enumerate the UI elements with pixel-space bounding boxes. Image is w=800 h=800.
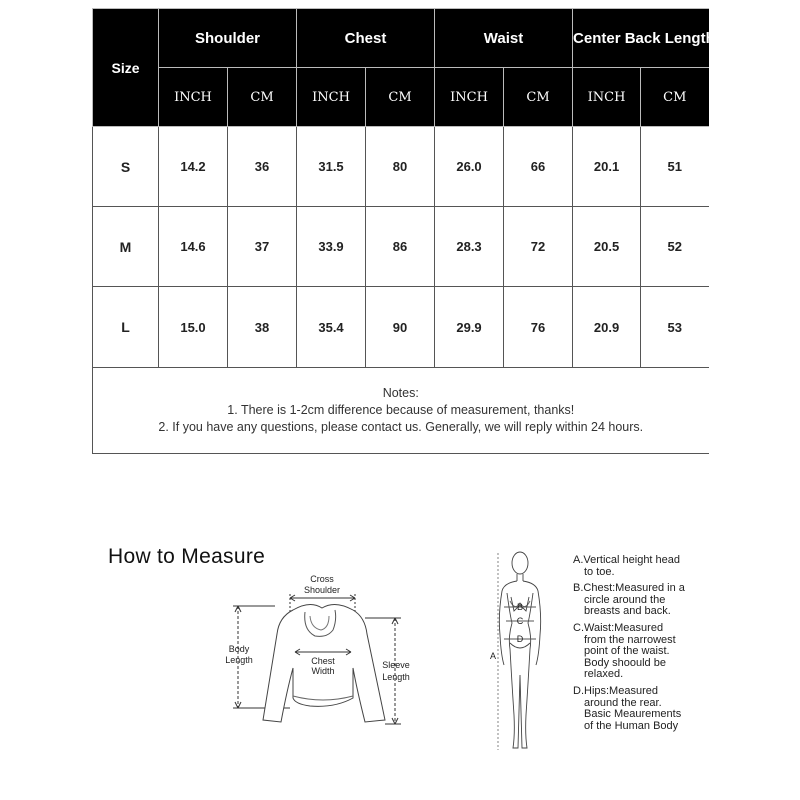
chest-header: Chest (297, 9, 435, 68)
notes-title: Notes: (382, 385, 419, 400)
head-outline (512, 552, 528, 574)
legend-c-line: C.Waist:Measured (573, 621, 664, 634)
size-cell: M (93, 207, 159, 287)
legend-d-line: of the Human Body (584, 719, 679, 732)
shoulder-header: Shoulder (159, 9, 297, 68)
table-cell: 31.5 (297, 127, 366, 207)
table-cell: 37 (228, 207, 297, 287)
legend-c-line: from the narrowest (584, 633, 676, 646)
legend-d-line: around the rear. (584, 696, 662, 709)
garment-diagram (215, 572, 415, 732)
table-row (93, 207, 709, 287)
chest-width-label-2: Width (311, 666, 335, 676)
legend-d-line: D.Hips:Measured (573, 684, 658, 697)
unit-cm-header: CM (228, 68, 297, 127)
body-length-label-1: Body (228, 644, 250, 654)
table-cell: 53 (641, 287, 709, 367)
table-header (93, 9, 715, 127)
unit-inch-header: INCH (573, 68, 641, 127)
table-cell: 26.0 (435, 127, 504, 207)
unit-inch-header: INCH (159, 68, 228, 127)
unit-cm-header: CM (641, 68, 709, 127)
legend-a-line: A.Vertical height head (573, 554, 681, 566)
legend-b-line: B.Chest:Measured in a (573, 582, 685, 595)
table-cell: 38 (228, 287, 297, 367)
notes-cell (93, 367, 709, 453)
table-cell: 86 (366, 207, 435, 287)
table-cell: 52 (641, 207, 709, 287)
waist-header: Waist (435, 9, 573, 68)
legend-c-line: point of the waist. (584, 645, 670, 658)
table-cell: 15.0 (159, 287, 228, 367)
label-b: B (516, 602, 524, 612)
unit-inch-header: INCH (435, 68, 504, 127)
table-cell: 66 (504, 127, 573, 207)
legend-a-line: to toe. (584, 565, 615, 578)
unit-cm-header: CM (366, 68, 435, 127)
table-cell: 20.1 (573, 127, 641, 207)
legend-c-line: Body shoould be (584, 656, 666, 669)
table-cell: 72 (504, 207, 573, 287)
table-cell: 29.9 (435, 287, 504, 367)
cross-shoulder-label-1: Cross (310, 574, 334, 584)
sleeve-length-label-1: Sleeve (382, 660, 410, 670)
table-cell: 90 (366, 287, 435, 367)
table-cell: 14.2 (159, 127, 228, 207)
table-row (93, 127, 709, 207)
legend-item-d (573, 686, 703, 732)
size-cell: L (93, 287, 159, 367)
table-row (93, 287, 709, 367)
legend-item-b (573, 583, 703, 618)
legend-b-line: circle around the (584, 593, 666, 606)
unit-cm-header: CM (504, 68, 573, 127)
table-cell: 20.5 (573, 207, 641, 287)
table-cell: 76 (504, 287, 573, 367)
table-cell: 33.9 (297, 207, 366, 287)
size-column-header: Size (93, 9, 159, 127)
table-cell: 28.3 (435, 207, 504, 287)
notes-line-2: 2. If you have any questions, please contact us. Generally, we will reply within 24 hours. (158, 419, 644, 434)
size-cell: S (93, 127, 159, 207)
table-cell: 35.4 (297, 287, 366, 367)
chest-width-label-1: Chest (311, 656, 335, 666)
table-cell: 20.9 (573, 287, 641, 367)
label-a: A (489, 651, 497, 661)
how-to-measure-title: How to Measure (108, 545, 266, 568)
body-length-label-2: Length (225, 655, 253, 665)
label-d: D (516, 634, 524, 644)
label-c: C (516, 616, 524, 626)
unit-inch-header: INCH (297, 68, 366, 127)
center-back-length-header: Center Back Length (573, 9, 709, 68)
legend-item-c (573, 623, 703, 681)
legend-c-line: relaxed. (584, 668, 624, 681)
notes-line-1: 1. There is 1-2cm difference because of measurement, thanks! (227, 402, 575, 417)
table-cell: 80 (366, 127, 435, 207)
cross-shoulder-label-2: Shoulder (303, 585, 341, 595)
body-measure-figure (480, 545, 560, 760)
legend-d-line: Basic Meaurements (584, 708, 682, 721)
sleeve-length-label-2: Length (382, 672, 410, 682)
table-cell: 51 (641, 127, 709, 207)
legend-b-line: breasts and back. (584, 605, 671, 618)
measurement-legend (573, 555, 703, 737)
notes-row (93, 367, 709, 453)
table-cell: 14.6 (159, 207, 228, 287)
size-chart-table (92, 8, 715, 454)
table-cell: 36 (228, 127, 297, 207)
legend-item-a (573, 555, 703, 578)
